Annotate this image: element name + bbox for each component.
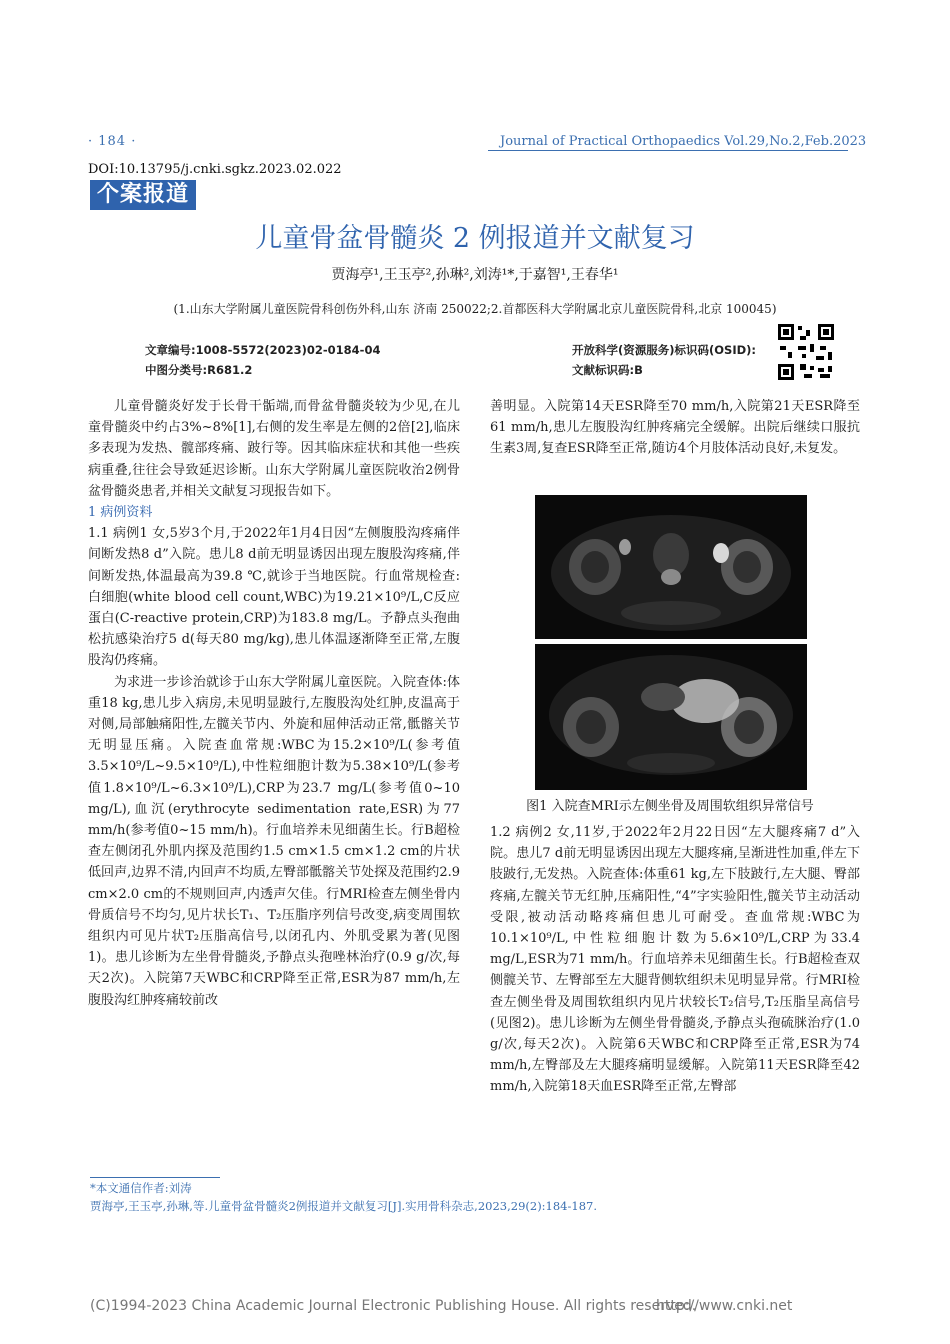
case1-outcome-paragraph: 善明显。入院第14天ESR降至70 mm/h,入院第21天ESR降至61 mm/h,患儿左腹股沟红肿疼痛完全缓解。出院后继续口服抗生素3周,复查ESR降至正常,随访4个月肢体活动良好,未复发。	[490, 399, 860, 457]
journal-header: Journal of Practical Orthopaedics Vol.29,No.2,Feb.2023	[500, 134, 867, 149]
section-heading: 1 病例资料	[88, 505, 153, 521]
mri-figure	[535, 495, 807, 790]
doi: DOI:10.13795/j.cnki.sgkz.2023.02.022	[88, 162, 342, 177]
osid-label: 开放科学(资源服务)标识码(OSID):	[572, 343, 757, 357]
right-column-top	[490, 396, 860, 460]
citation: 贾海亭,王玉亭,孙琳,等.儿童骨盆骨髓炎2例报道并文献复习[J].实用骨科杂志,2023,29(2):184-187.	[90, 1199, 597, 1213]
figure-caption: 图1 入院查MRI示左侧坐骨及周围软组织异常信号	[526, 799, 814, 814]
case1-paragraph: 1.1 病例1 女,5岁3个月,于2022年1月4日因“左侧腹股沟疼痛伴间断发热8 d”入院。患儿8 d前无明显诱因出现左腹股沟疼痛,伴间断发热,体温最高为39.8 ℃,就诊于当地医院。行血常规检查:白细胞(white blood cell count,WBC)为19.21×10⁹/L,C反应蛋白(C-reactive protein,CRP)为183.8 mg/L。予静点头孢曲松抗感染治疗5 d(每天80 mg/kg),患儿体温逐渐降至正常,左腹股沟仍疼痛。	[88, 526, 460, 669]
authors: 贾海亭¹,王玉亭²,孙琳²,刘涛¹*,于嘉智¹,王春华¹	[331, 267, 619, 283]
footnote-rule	[90, 1177, 220, 1178]
header-rule	[488, 150, 848, 151]
case1-continued-paragraph: 为求进一步诊治就诊于山东大学附属儿童医院。入院查体:体重18 kg,患儿步入病房,未见明显跛行,左腹股沟处红肿,皮温高于对侧,局部触痛阳性,左髋关节内、外旋和屈伸活动正常,骶髂关节无明显压痛。入院查血常规:WBC为15.2×10⁹/L(参考值3.5×10⁹/L~9.5×10⁹/L),中性粒细胞计数为5.38×10⁹/L(参考值1.8×10⁹/L~6.3×10⁹/L),CRP为23.7 mg/L(参考值0~10 mg/L),血沉(erythrocyte sedimentation rate,ESR)为77 mm/h(参考值0~15 mm/h)。行血培养未见细菌生长。行B超检查左侧闭孔外肌内探及范围约1.5 cm×1.5 cm×1.2 cm的片状低回声,边界不清,内回声不均质,左臀部骶髂关节处探及范围约2.9 cm×2.0 cm的不规则回声,内透声欠佳。行MRI检查左侧坐骨内骨质信号不均匀,见片状长T₁、T₂压脂序列信号改变,病变周围软组织内可见片状T₂压脂高信号,以闭孔内、外肌受累为著(见图1)。患儿诊断为左坐骨骨髓炎,予静点头孢唑林治疗(0.9 g/次,每天2次)。入院第7天WBC和CRP降至正常,ESR为87 mm/h,左腹股沟红肿疼痛较前改	[88, 674, 460, 1008]
intro-paragraph: 儿童骨髓炎好发于长骨干骺端,而骨盆骨髓炎较为少见,在儿童骨髓炎中约占3%~8%[1],右侧的发生率是左侧的2倍[2],临床多表现为发热、髋部疼痛、跛行等。因其临床症状和其他一些疾病重叠,往往会导致延迟诊断。山东大学附属儿童医院收治2例骨盆骨髓炎患者,并相关文献复习现报告如下。	[88, 399, 460, 499]
left-column	[88, 396, 460, 1011]
case2-paragraph: 1.2 病例2 女,11岁,于2022年2月22日因“左大腿疼痛7 d”入院。患儿7 d前无明显诱因出现左大腿疼痛,呈渐进性加重,伴左下肢跛行,无发热。入院查体:体重61 kg,左下肢跛行,左大腿、臀部疼痛,左髋关节无红肿,压痛阳性,“4”字实验阳性,髋关节主动活动受限,被动活动略疼痛但患儿可耐受。查血常规:WBC为10.1×10⁹/L,中性粒细胞计数为5.6×10⁹/L,CRP为33.4 mg/L,ESR为71 mm/h。行血培养未见细菌生长。行B超检查双侧髋关节、左臀部至左大腿背侧软组织未见明显异常。行MRI检查左侧坐骨及周围软组织内见片状较长T₂信号,T₂压脂呈高信号(见图2)。患儿诊断为左侧坐骨骨髓炎,予静点头孢硫脒治疗(1.0 g/次,每天2次)。入院第6天WBC和CRP降至正常,ESR为74 mm/h,左臀部及左大腿疼痛明显缓解。入院第11天ESR降至42 mm/h,入院第18天血ESR降至正常,左臀部	[490, 825, 860, 1095]
copyright-notice: (C)1994-2023 China Academic Journal Electronic Publishing House. All rights reserved.	[90, 1298, 697, 1314]
page-number: · 184 ·	[88, 134, 137, 149]
qr-code-icon	[776, 322, 836, 382]
right-column-bottom	[490, 822, 860, 1098]
clc-number: 中图分类号:R681.2	[145, 363, 253, 377]
website-link[interactable]: http://www.cnki.net	[656, 1298, 793, 1314]
affiliations: (1.山东大学附属儿童医院骨科创伤外科,山东 济南 250022;2.首都医科大学附属北京儿童医院骨科,北京 100045)	[173, 302, 777, 316]
article-title: 儿童骨盆骨髓炎 2 例报道并文献复习	[255, 223, 695, 254]
section-badge: 个案报道	[90, 180, 196, 210]
doc-code: 文献标识码:B	[572, 363, 643, 377]
corresponding-author: *本文通信作者:刘涛	[90, 1181, 192, 1195]
article-number: 文章编号:1008-5572(2023)02-0184-04	[145, 343, 381, 357]
